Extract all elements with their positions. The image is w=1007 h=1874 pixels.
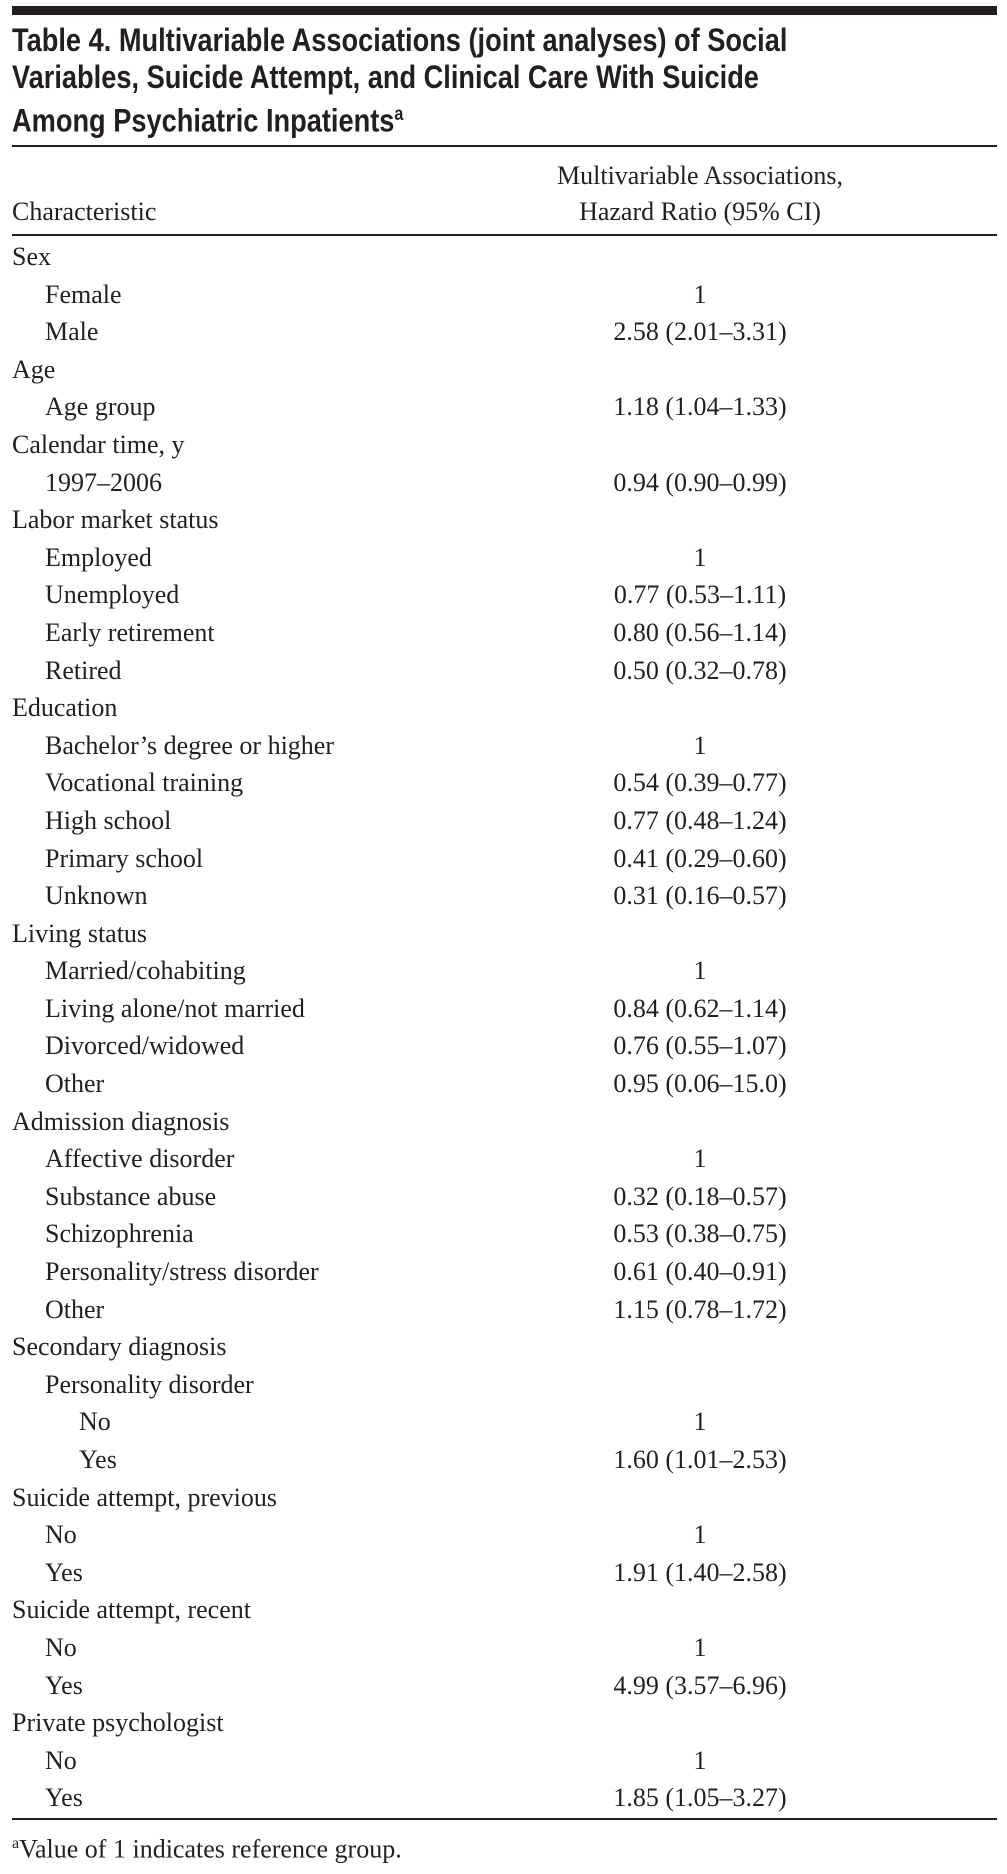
table-row [0, 238, 1007, 276]
top-rule [12, 6, 997, 15]
row-value: 0.76 (0.55–1.07) [613, 1031, 787, 1061]
row-label: Living alone/not married [45, 993, 305, 1023]
table-row [0, 1328, 1007, 1366]
row-value: 0.84 (0.62–1.14) [613, 993, 787, 1023]
table-row [0, 1065, 1007, 1103]
table-row [0, 1629, 1007, 1667]
column-header-characteristic: Characteristic [12, 197, 157, 226]
footnote [12, 1826, 402, 1868]
row-value: 1 [693, 279, 707, 309]
row-label: Employed [45, 542, 152, 572]
row-value: 1.60 (1.01–2.53) [613, 1445, 787, 1474]
row-value: 1 [693, 1632, 707, 1662]
row-value: 0.54 (0.39–0.77) [613, 768, 787, 798]
row-label: Calendar time, y [12, 429, 185, 459]
title-line: Table 4. Multivariable Associations (joint analyses) of Social [12, 22, 788, 58]
row-label: No [45, 1632, 77, 1662]
row-value: 0.32 (0.18–0.57) [613, 1181, 787, 1211]
row-value: 2.58 (2.01–3.31) [613, 317, 787, 347]
table-row [0, 614, 1007, 652]
row-label: Unemployed [45, 580, 180, 610]
table-row [0, 1479, 1007, 1517]
row-label: Primary school [45, 843, 204, 873]
row-label: Divorced/widowed [45, 1031, 245, 1061]
column-header-hazard-ratio [450, 158, 950, 230]
table-row [0, 1403, 1007, 1441]
table-row [0, 689, 1007, 727]
table-row [0, 727, 1007, 765]
table-row [0, 652, 1007, 690]
row-value: 1 [693, 1520, 707, 1550]
row-label: Private psychologist [12, 1708, 224, 1738]
table-row [0, 464, 1007, 502]
table-row [0, 388, 1007, 426]
table-row [0, 915, 1007, 953]
row-label: Schizophrenia [45, 1219, 194, 1249]
row-value: 0.41 (0.29–0.60) [613, 843, 787, 873]
row-label: Yes [45, 1670, 83, 1700]
row-label: No [45, 1520, 77, 1550]
table-row [0, 1554, 1007, 1592]
table-row [0, 1366, 1007, 1404]
title-text: Among Psychiatric Inpatients [12, 102, 395, 139]
footnote-text: Value of 1 indicates reference group. [19, 1834, 402, 1864]
row-label: Other [45, 1069, 105, 1099]
row-value: 0.95 (0.06–15.0) [613, 1069, 787, 1099]
row-value: 0.94 (0.90–0.99) [613, 467, 787, 497]
row-label: High school [45, 805, 172, 835]
row-value: 1 [693, 1745, 707, 1775]
table-row [0, 539, 1007, 577]
table-bottom-rule [12, 1818, 997, 1820]
row-value: 1 [693, 730, 707, 760]
row-label: No [45, 1745, 77, 1775]
table-row [0, 990, 1007, 1028]
row-label: Living status [12, 918, 148, 948]
row-label: Vocational training [45, 768, 244, 798]
row-label: Suicide attempt, recent [12, 1595, 251, 1625]
row-label: Yes [45, 1557, 83, 1587]
row-label: Yes [79, 1445, 117, 1474]
row-label: Sex [12, 242, 51, 271]
row-label: Unknown [45, 881, 148, 911]
table-row [0, 1704, 1007, 1742]
row-label: 1997–2006 [45, 467, 162, 497]
table-row [0, 313, 1007, 351]
row-label: Personality/stress disorder [45, 1257, 319, 1287]
row-label: Yes [45, 1783, 83, 1813]
table-row [0, 1667, 1007, 1705]
table-row [0, 426, 1007, 464]
footnote-marker: a [12, 1835, 20, 1852]
row-label: Bachelor’s degree or higher [45, 730, 335, 760]
table-row [0, 1441, 1007, 1479]
row-value: 0.77 (0.53–1.11) [613, 580, 787, 610]
row-value: 4.99 (3.57–6.96) [613, 1670, 787, 1700]
row-value: 0.53 (0.38–0.75) [613, 1219, 787, 1249]
row-label: Affective disorder [45, 1144, 235, 1174]
row-label: Married/cohabiting [45, 956, 246, 986]
row-label: Labor market status [12, 505, 219, 535]
row-value: 1 [693, 956, 707, 986]
table-title [12, 22, 990, 140]
table-row [0, 1140, 1007, 1178]
table-row [0, 1253, 1007, 1291]
row-label: Suicide attempt, previous [12, 1482, 278, 1512]
row-value: 1.85 (1.05–3.27) [613, 1783, 787, 1813]
row-label: Secondary diagnosis [12, 1332, 227, 1362]
row-label: Admission diagnosis [12, 1106, 230, 1136]
row-value: 1.15 (0.78–1.72) [613, 1294, 787, 1324]
row-value: 0.61 (0.40–0.91) [613, 1257, 787, 1287]
row-label: Education [12, 693, 118, 723]
row-value: 0.31 (0.16–0.57) [613, 881, 787, 911]
row-label: No [79, 1407, 111, 1437]
table-row [0, 576, 1007, 614]
table-row [0, 1779, 1007, 1817]
header-top-rule [12, 145, 997, 147]
row-value: 1.91 (1.40–2.58) [613, 1557, 787, 1587]
footnote-marker: a [394, 104, 404, 125]
table-row [0, 1103, 1007, 1141]
table-row [0, 1027, 1007, 1065]
table-row [0, 840, 1007, 878]
row-value: 1 [693, 1407, 707, 1437]
row-value: 0.50 (0.32–0.78) [613, 655, 787, 685]
row-value: 0.77 (0.48–1.24) [613, 805, 787, 835]
row-label: Age [12, 354, 56, 384]
title-text: Variables, Suicide Attempt, and Clinical Care With Suicide [12, 59, 759, 95]
row-label: Early retirement [45, 617, 215, 647]
header-line: Multivariable Associations, [557, 161, 843, 190]
header-line: Hazard Ratio (95% CI) [579, 197, 821, 226]
table-row [0, 1178, 1007, 1216]
table-row [0, 802, 1007, 840]
row-label: Age group [45, 392, 156, 422]
table-row [0, 764, 1007, 802]
table-row [0, 351, 1007, 389]
row-label: Female [45, 279, 122, 309]
row-value: 1 [693, 542, 707, 572]
table-row [0, 877, 1007, 915]
row-label: Retired [45, 655, 122, 685]
row-value: 1.18 (1.04–1.33) [613, 392, 787, 422]
row-label: Other [45, 1294, 105, 1324]
table-body [0, 238, 1007, 1817]
table-row [0, 952, 1007, 990]
table-row [0, 1516, 1007, 1554]
row-label: Substance abuse [45, 1181, 217, 1211]
row-value: 1 [693, 1144, 707, 1174]
row-label: Male [45, 317, 99, 347]
title-line [12, 59, 990, 96]
row-label: Personality disorder [45, 1369, 254, 1399]
table-row [0, 276, 1007, 314]
table-row [0, 1742, 1007, 1780]
title-line [12, 96, 990, 140]
table-row [0, 1215, 1007, 1253]
table-row [0, 501, 1007, 539]
header-bottom-rule [12, 234, 997, 236]
table-row [0, 1291, 1007, 1329]
table-row [0, 1591, 1007, 1629]
row-value: 0.80 (0.56–1.14) [613, 617, 787, 647]
